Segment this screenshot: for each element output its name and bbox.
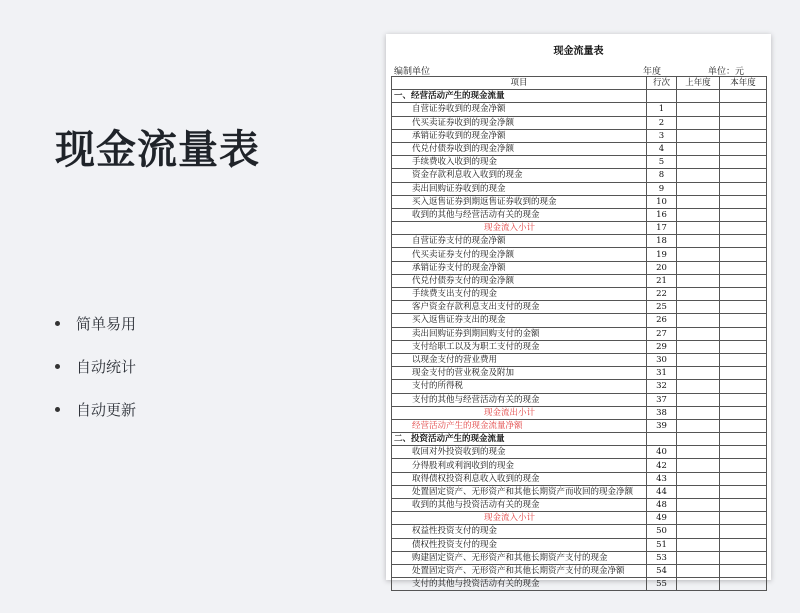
table-row [392,235,767,248]
current-year-cell[interactable] [720,327,767,340]
prior-year-cell[interactable] [677,578,720,591]
table-row [392,103,767,116]
prior-year-cell[interactable] [677,551,720,564]
feature-item [55,355,136,377]
row-item-name: 资金存款利息收入收到的现金 [392,169,647,182]
row-line-number: 19 [647,248,677,261]
bullet-dot-icon [55,407,60,412]
row-line-number: 53 [647,551,677,564]
current-year-cell[interactable] [720,340,767,353]
row-line-number: 29 [647,340,677,353]
table-row [392,327,767,340]
feature-item [55,398,136,420]
currency-unit-label: 单位：元 [708,67,745,77]
current-year-cell[interactable] [720,116,767,129]
column-header: 本年度 [720,77,767,90]
bullet-dot-icon [55,321,60,326]
table-row [392,472,767,485]
sheet-title: 现金流量表 [553,46,604,57]
table-header-row [392,77,767,90]
table-row [392,525,767,538]
prior-year-cell[interactable] [677,393,720,406]
prior-year-cell[interactable] [677,538,720,551]
row-line-number: 21 [647,274,677,287]
table-row [392,564,767,577]
table-row [392,499,767,512]
row-line-number: 10 [647,195,677,208]
row-item-name: 买入返售证券到期返售证券收到的现金 [392,195,647,208]
current-year-cell[interactable] [720,367,767,380]
current-year-cell[interactable] [720,274,767,287]
row-item-name: 承销证券支付的现金净额 [392,261,647,274]
current-year-cell[interactable] [720,235,767,248]
row-line-number: 44 [647,485,677,498]
table-row [392,129,767,142]
prior-year-cell[interactable] [677,116,720,129]
row-item-name: 支付的所得税 [392,380,647,393]
current-year-cell[interactable] [720,90,767,103]
row-item-name: 收回对外投资收到的现金 [392,446,647,459]
current-year-cell[interactable] [720,103,767,116]
feature-label: 自动统计 [76,357,137,376]
row-line-number: 8 [647,169,677,182]
row-line-number: 30 [647,353,677,366]
row-line-number: 50 [647,525,677,538]
current-year-cell[interactable] [720,208,767,221]
bullet-dot-icon [55,364,60,369]
row-line-number: 3 [647,129,677,142]
current-year-cell[interactable] [720,288,767,301]
prior-year-cell[interactable] [677,222,720,235]
row-item-name: 卖出回购证券收到的现金 [392,182,647,195]
current-year-cell[interactable] [720,129,767,142]
table-row [392,393,767,406]
prior-year-cell[interactable] [677,485,720,498]
prior-year-cell[interactable] [677,525,720,538]
current-year-cell[interactable] [720,314,767,327]
current-year-cell[interactable] [720,182,767,195]
prior-year-cell[interactable] [677,182,720,195]
prior-year-cell[interactable] [677,261,720,274]
row-line-number [647,433,677,446]
table-row [392,406,767,419]
row-item-name: 自营证券支付的现金净额 [392,235,647,248]
prior-year-cell[interactable] [677,327,720,340]
table-row [392,340,767,353]
current-year-cell[interactable] [720,393,767,406]
row-item-name: 一、经营活动产生的现金流量 [392,90,647,103]
prior-year-cell[interactable] [677,512,720,525]
row-line-number: 18 [647,235,677,248]
current-year-cell[interactable] [720,142,767,155]
prior-year-cell[interactable] [677,208,720,221]
column-header: 项目 [392,77,647,90]
row-item-name: 经营活动产生的现金流量净额 [392,419,647,432]
prior-year-cell[interactable] [677,142,720,155]
prior-year-cell[interactable] [677,406,720,419]
company-label: 编制单位 [394,67,431,77]
row-item-name: 购建固定资产、无形资产和其他长期资产支付的现金 [392,551,647,564]
prior-year-cell[interactable] [677,419,720,432]
row-line-number: 32 [647,380,677,393]
table-row [392,314,767,327]
table-row [392,380,767,393]
prior-year-cell[interactable] [677,314,720,327]
current-year-cell[interactable] [720,459,767,472]
prior-year-cell[interactable] [677,564,720,577]
row-line-number: 16 [647,208,677,221]
row-item-name: 收到的其他与投资活动有关的现金 [392,499,647,512]
prior-year-cell[interactable] [677,195,720,208]
table-row [392,512,767,525]
row-line-number: 54 [647,564,677,577]
current-year-cell[interactable] [720,248,767,261]
spreadsheet-preview [386,34,771,590]
row-line-number: 27 [647,327,677,340]
row-line-number: 4 [647,142,677,155]
row-item-name: 支付的其他与投资活动有关的现金 [392,578,647,591]
row-line-number: 26 [647,314,677,327]
row-item-name: 手续费支出支付的现金 [392,288,647,301]
row-line-number: 5 [647,156,677,169]
current-year-cell[interactable] [720,538,767,551]
row-item-name: 现金支付的营业税金及附加 [392,367,647,380]
row-item-name: 支付给职工以及为职工支付的现金 [392,340,647,353]
current-year-cell[interactable] [720,512,767,525]
row-line-number: 20 [647,261,677,274]
prior-year-cell[interactable] [677,235,720,248]
row-item-name: 取得债权投资利息收入收到的现金 [392,472,647,485]
current-year-cell[interactable] [720,261,767,274]
row-item-name: 处置固定资产、无形资产和其他长期资产支付的现金净额 [392,564,647,577]
table-row [392,459,767,472]
prior-year-cell[interactable] [677,288,720,301]
table-row [392,301,767,314]
row-item-name: 分得股利或利润收到的现金 [392,459,647,472]
row-item-name: 现金流入小计 [392,222,647,235]
table-row [392,142,767,155]
table-row [392,169,767,182]
current-year-cell[interactable] [720,564,767,577]
row-item-name: 现金流出小计 [392,406,647,419]
row-line-number: 51 [647,538,677,551]
table-row [392,433,767,446]
table-row [392,222,767,235]
prior-year-cell[interactable] [677,103,720,116]
prior-year-cell[interactable] [677,367,720,380]
row-item-name: 以现金支付的营业费用 [392,353,647,366]
current-year-cell[interactable] [720,195,767,208]
current-year-cell[interactable] [720,446,767,459]
row-item-name: 权益性投资支付的现金 [392,525,647,538]
table-row [392,195,767,208]
current-year-cell[interactable] [720,380,767,393]
current-year-cell[interactable] [720,156,767,169]
prior-year-cell[interactable] [677,301,720,314]
current-year-cell[interactable] [720,525,767,538]
row-item-name: 债权性投资支付的现金 [392,538,647,551]
row-line-number: 39 [647,419,677,432]
table-row [392,116,767,129]
feature-label: 简单易用 [76,314,137,333]
row-line-number: 37 [647,393,677,406]
table-row [392,367,767,380]
table-row [392,182,767,195]
year-label: 年度 [643,67,662,77]
row-line-number: 25 [647,301,677,314]
row-item-name: 代兑付债券支付的现金净额 [392,274,647,287]
prior-year-cell[interactable] [677,380,720,393]
current-year-cell[interactable] [720,406,767,419]
row-item-name: 代买卖证券支付的现金净额 [392,248,647,261]
prior-year-cell[interactable] [677,90,720,103]
row-line-number: 1 [647,103,677,116]
prior-year-cell[interactable] [677,156,720,169]
prior-year-cell[interactable] [677,446,720,459]
table-row [392,578,767,591]
table-row [392,353,767,366]
prior-year-cell[interactable] [677,472,720,485]
prior-year-cell[interactable] [677,248,720,261]
current-year-cell[interactable] [720,578,767,591]
row-line-number: 49 [647,512,677,525]
prior-year-cell[interactable] [677,353,720,366]
row-item-name: 承销证券收到的现金净额 [392,129,647,142]
row-line-number: 38 [647,406,677,419]
row-item-name: 自营证券收到的现金净额 [392,103,647,116]
row-line-number: 48 [647,499,677,512]
prior-year-cell[interactable] [677,129,720,142]
feature-list [55,312,136,441]
prior-year-cell[interactable] [677,459,720,472]
current-year-cell[interactable] [720,499,767,512]
table-row [392,156,767,169]
page-headline: 现金流量表 [55,127,260,173]
current-year-cell[interactable] [720,433,767,446]
cash-flow-table [391,76,767,591]
table-row [392,551,767,564]
current-year-cell[interactable] [720,222,767,235]
row-item-name: 支付的其他与经营活动有关的现金 [392,393,647,406]
row-item-name: 现金流入小计 [392,512,647,525]
current-year-cell[interactable] [720,169,767,182]
row-line-number: 55 [647,578,677,591]
row-line-number: 31 [647,367,677,380]
row-line-number: 43 [647,472,677,485]
row-line-number: 17 [647,222,677,235]
row-line-number: 9 [647,182,677,195]
current-year-cell[interactable] [720,472,767,485]
table-row [392,90,767,103]
row-line-number: 40 [647,446,677,459]
row-item-name: 处置固定资产、无形资产和其他长期资产而收回的现金净额 [392,485,647,498]
prior-year-cell[interactable] [677,274,720,287]
row-line-number: 42 [647,459,677,472]
table-row [392,538,767,551]
table-row [392,419,767,432]
table-row [392,261,767,274]
row-item-name: 客户资金存款利息支出支付的现金 [392,301,647,314]
prior-year-cell[interactable] [677,169,720,182]
row-item-name: 手续费收入收到的现金 [392,156,647,169]
prior-year-cell[interactable] [677,433,720,446]
row-item-name: 代买卖证券收到的现金净额 [392,116,647,129]
row-line-number: 22 [647,288,677,301]
current-year-cell[interactable] [720,419,767,432]
row-item-name: 二、投资活动产生的现金流量 [392,433,647,446]
column-header: 行次 [647,77,677,90]
current-year-cell[interactable] [720,485,767,498]
row-item-name: 买入返售证券支出的现金 [392,314,647,327]
row-item-name: 收到的其他与经营活动有关的现金 [392,208,647,221]
feature-item [55,312,136,334]
prior-year-cell[interactable] [677,340,720,353]
prior-year-cell[interactable] [677,499,720,512]
current-year-cell[interactable] [720,353,767,366]
table-row [392,446,767,459]
row-line-number [647,90,677,103]
table-row [392,274,767,287]
table-row [392,485,767,498]
column-header: 上年度 [677,77,720,90]
current-year-cell[interactable] [720,301,767,314]
current-year-cell[interactable] [720,551,767,564]
row-item-name: 卖出回购证券到期回购支付的金额 [392,327,647,340]
row-item-name: 代兑付债券收到的现金净额 [392,142,647,155]
table-row [392,208,767,221]
feature-label: 自动更新 [76,400,137,419]
table-row [392,248,767,261]
table-row [392,288,767,301]
row-line-number: 2 [647,116,677,129]
